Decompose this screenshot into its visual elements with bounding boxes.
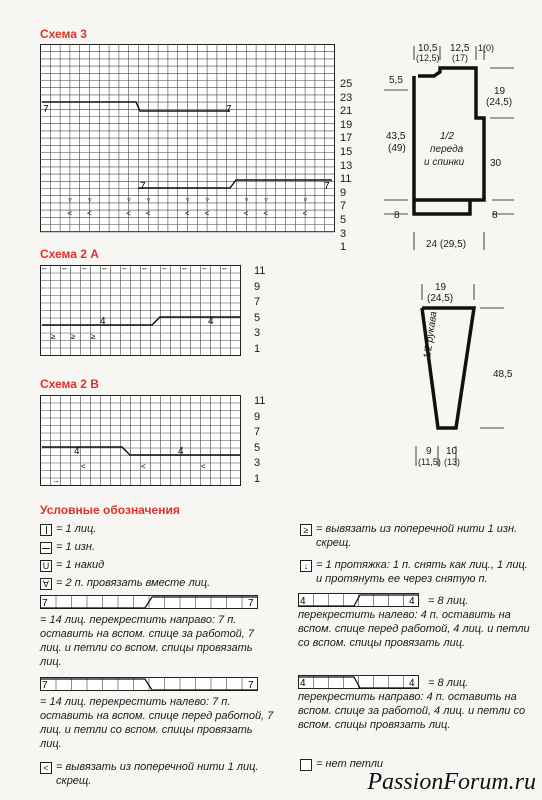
k2tog-mark: ▿ [68, 197, 72, 204]
body-armhole-alt: (24,5) [486, 97, 513, 108]
purl-mark: – [162, 265, 167, 273]
m1-knit-mark: < [145, 209, 151, 218]
sleeve-length: 48,5 [493, 369, 513, 380]
cable-symbol-label: 7 [42, 680, 48, 691]
schema3-grid [40, 44, 336, 234]
legend-item-1: = 1 лиц. [56, 523, 97, 535]
row-number: 3 [340, 227, 347, 240]
cable-symbol-label: 7 [42, 598, 48, 609]
m1-knit-mark: < [67, 209, 73, 218]
schema2b-title: Схема 2 В [40, 377, 99, 391]
legend-item-4: = 2 п. провязать вместе лиц. [56, 577, 211, 589]
body-top-right: 1(0) [478, 43, 495, 53]
schema2a-grid [40, 265, 246, 357]
row-number: 9 [340, 186, 347, 199]
knit-stitch-symbol [40, 524, 52, 536]
legend-item-9: = 1 протяжка: 1 п. снять как лиц., 1 лиц. и протянуть ее через снятую п. [316, 559, 528, 585]
body-top-mid: 12,5 [450, 43, 470, 54]
arrow-mark: → [52, 476, 60, 485]
m1-purl-symbol: ≥ [300, 524, 312, 536]
purl-mark: – [82, 265, 87, 273]
row-number: 7 [254, 426, 261, 438]
body-top-mid-alt: (17) [452, 53, 469, 63]
sleeve-bottom-left: 9 [426, 446, 432, 457]
yarn-over-symbol: U [40, 560, 52, 572]
row-number: 5 [254, 311, 261, 324]
legend-item-12: = нет петли [316, 758, 384, 770]
row-number: 3 [254, 327, 261, 339]
sleeve-label: 1/2 рукава [422, 310, 440, 360]
cable-start-label: 4 [74, 446, 80, 457]
schema2a-title: Схема 2 А [40, 247, 99, 261]
row-number: 7 [340, 200, 347, 213]
row-number: 17 [340, 132, 353, 145]
legend-item-8: = вывязать из поперечной нити 1 изн. скрещ. [316, 523, 518, 549]
cable-right-14-symbol [40, 595, 262, 609]
row-number: 13 [340, 159, 353, 172]
k2tog-mark: ▿ [88, 197, 92, 204]
m1-knit-mark: < [81, 462, 86, 471]
legend-item-11: = 8 лиц. перекрестить направо: 4 п. оставить на вспом. спице за работой, 4 лиц. и петли со вспом. спицы провязать лиц. [298, 677, 526, 731]
row-number: 9 [254, 410, 261, 423]
k2tog-symbol: ∀ [40, 578, 52, 590]
m1-purl-mark: ≥ [51, 332, 56, 341]
purl-mark: – [122, 265, 127, 273]
m1-knit-mark: < [126, 209, 131, 218]
row-number: 11 [254, 265, 266, 277]
skp-arrow-icon: ↓ [300, 560, 312, 572]
row-number: 3 [254, 457, 261, 469]
cable-end-label: 4 [178, 446, 184, 457]
sleeve-top-alt: (24,5) [427, 293, 454, 304]
m1-knit-mark: < [87, 209, 92, 218]
purl-mark: – [142, 265, 147, 273]
body-side: 30 [490, 158, 502, 169]
k2tog-mark: ▿ [127, 197, 131, 204]
row-number: 25 [340, 78, 353, 90]
row-number: 1 [340, 241, 347, 254]
row-number: 1 [254, 342, 261, 355]
k2tog-mark: ▿ [244, 197, 249, 204]
row-number: 19 [340, 118, 353, 131]
row-number: 11 [254, 395, 266, 407]
watermark-logo: PassionForum.ru [367, 769, 536, 795]
k2tog-mark: ▿ [205, 197, 210, 204]
m1-knit-mark: < [263, 209, 269, 218]
k2tog-mark: ▿ [303, 197, 308, 204]
cable-symbol-label: 4 [300, 596, 306, 607]
body-height: 43,5 [386, 131, 406, 142]
cable-start-label: 7 [140, 181, 146, 192]
cable-end-label: 7 [324, 181, 330, 192]
cable-symbol-label: 4 [300, 678, 306, 689]
k2tog-mark: ▿ [146, 197, 151, 204]
row-number: 23 [340, 91, 353, 104]
body-label-1: 1/2 [440, 131, 454, 142]
legend-item-3: = 1 накид [56, 559, 105, 571]
body-label-3: и спинки [424, 157, 465, 168]
row-number: 21 [340, 105, 353, 118]
purl-mark: – [222, 265, 227, 273]
purl-mark: – [202, 265, 207, 273]
purl-mark: – [42, 265, 47, 273]
body-height-alt: (49) [388, 143, 406, 154]
sleeve-bottom-right-alt: (13) [444, 457, 461, 467]
cable-symbol-label: 7 [248, 680, 254, 691]
m1-knit-mark: < [243, 209, 249, 218]
legend-item-5: = 14 лиц. перекрестить направо: 7 п. оставить на вспом. спице за работой, 7 лиц. и петли со вспом. спицы провязать лиц. [40, 614, 255, 668]
body-top-left-alt: (12,5) [416, 53, 440, 63]
purl-mark: – [62, 265, 67, 273]
m1-knit-mark: < [204, 209, 210, 218]
row-number: 7 [254, 296, 261, 308]
row-number: 1 [254, 472, 261, 485]
cable-left-14-symbol [40, 677, 262, 691]
schema2b-grid [40, 395, 246, 487]
cable-symbol-label: 4 [409, 596, 415, 607]
body-width: 24 (29,5) [426, 239, 467, 250]
legend-item-10: = 8 лиц. перекрестить налево: 4 п. оставить на вспом. спице перед работой, 4 лиц. и петли со вспом. спицы провязать лиц. [298, 595, 530, 649]
purl-mark: – [182, 265, 187, 273]
body-armhole: 19 [494, 86, 506, 97]
m1-knit-mark: < [185, 209, 190, 218]
m1-purl-mark: ≥ [71, 332, 76, 341]
row-number: 5 [254, 441, 261, 454]
body-rib-right: 8 [492, 210, 498, 221]
legend-item-2: = 1 изн. [56, 541, 95, 553]
cable-symbol-label: 4 [409, 678, 415, 689]
k2tog-mark: ▿ [186, 197, 190, 204]
legend-item-6: = 14 лиц. перекрестить налево: 7 п. оставить на вспом. спице перед работой, 7 лиц. и петли со вспом. спицы провязать лиц. [40, 696, 274, 750]
row-number: 11 [340, 173, 352, 186]
m1-purl-mark: ≥ [91, 332, 96, 341]
body-rib-left: 8 [394, 210, 400, 221]
m1-knit-mark: < [302, 209, 308, 218]
cable-end-label: 4 [208, 316, 214, 327]
row-number: 15 [340, 146, 353, 158]
legend-item-7: = вывязать из поперечной нити 1 лиц. скрещ. [56, 761, 259, 787]
cable-symbol-label: 7 [248, 598, 254, 609]
sleeve-bottom-left-alt: (11,5) [418, 457, 441, 467]
row-number: 5 [340, 214, 347, 226]
cable-start-label: 4 [100, 316, 106, 327]
sleeve-top: 19 [435, 282, 447, 293]
cable-end-label: 7 [226, 104, 232, 115]
body-neck: 5,5 [389, 75, 403, 86]
k2tog-mark: ▿ [264, 197, 268, 204]
purl-mark: – [102, 265, 107, 273]
no-stitch-symbol [300, 759, 312, 771]
m1-knit-mark: < [141, 462, 146, 471]
purl-stitch-symbol [40, 542, 52, 554]
body-top-left: 10,5 [418, 43, 438, 54]
m1-knit-mark: < [201, 462, 206, 471]
body-label-2: переда [430, 144, 464, 155]
legend-title: Условные обозначения [40, 503, 180, 517]
m1-knit-symbol: < [40, 762, 52, 774]
row-number: 9 [254, 280, 261, 293]
cable-start-label: 7 [43, 104, 49, 115]
sleeve-bottom-right: 10 [446, 446, 458, 457]
schema3-title: Схема 3 [40, 27, 87, 41]
